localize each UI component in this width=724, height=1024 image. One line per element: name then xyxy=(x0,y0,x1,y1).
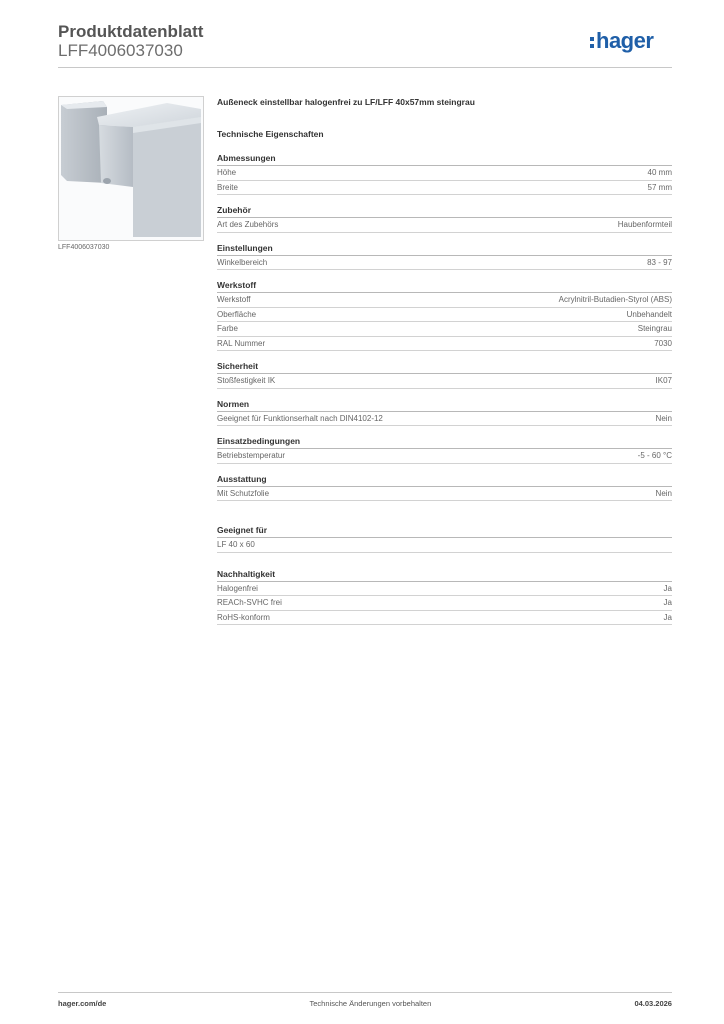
technical-properties-heading: Technische Eigenschaften xyxy=(217,129,324,139)
table-row xyxy=(217,218,672,233)
section-safety xyxy=(217,361,672,389)
section-title: Werkstoff xyxy=(217,280,672,293)
row-label: Werkstoff xyxy=(217,295,251,304)
row-label: RoHS-konform xyxy=(217,612,270,622)
product-details xyxy=(217,97,672,635)
section-title: Normen xyxy=(217,399,672,412)
row-label: REACh-SVHC frei xyxy=(217,598,282,607)
section-standards xyxy=(217,399,672,427)
footer-website: hager.com/de xyxy=(58,999,107,1008)
table-row xyxy=(217,337,672,352)
footer-notice: Technische Änderungen vorbehalten xyxy=(309,999,432,1008)
table-row xyxy=(217,256,672,271)
row-value: -5 - 60 °C xyxy=(637,451,672,460)
section-title: Ausstattung xyxy=(217,474,672,487)
section-dimensions xyxy=(217,153,672,195)
table-row xyxy=(217,538,672,553)
table-row xyxy=(217,611,672,626)
row-label: LF 40 x 60 xyxy=(217,540,255,549)
row-value: Steingrau xyxy=(637,324,672,333)
row-label: Betriebstemperatur xyxy=(217,451,286,460)
section-title: Zubehör xyxy=(217,205,672,218)
row-value: 7030 xyxy=(654,338,672,348)
section-title: Sicherheit xyxy=(217,361,672,374)
product-name: Außeneck einstellbar halogenfrei zu LF/LFF 40x57mm steingrau xyxy=(217,97,475,107)
row-value: Nein xyxy=(655,413,672,423)
row-label: Höhe xyxy=(217,168,237,177)
section-suitable-for xyxy=(217,525,672,553)
image-caption: LFF4006037030 xyxy=(58,244,110,251)
row-value: Ja xyxy=(663,612,672,622)
section-accessories xyxy=(217,205,672,233)
row-label: Breite xyxy=(217,182,238,192)
row-value: Acrylnitril-Butadien-Styrol (ABS) xyxy=(558,295,672,304)
row-label: Art des Zubehörs xyxy=(217,220,279,229)
section-operating-conditions xyxy=(217,436,672,464)
table-row xyxy=(217,308,672,323)
table-row xyxy=(217,374,672,389)
table-row xyxy=(217,449,672,464)
row-value: Unbehandelt xyxy=(626,309,672,319)
table-row xyxy=(217,487,672,502)
section-equipment xyxy=(217,474,672,502)
row-value: 57 mm xyxy=(647,182,672,192)
section-title: Geeignet für xyxy=(217,525,672,538)
row-value: 40 mm xyxy=(647,168,672,177)
hager-logo xyxy=(590,28,672,54)
page-footer xyxy=(58,992,672,1008)
row-value: Haubenformteil xyxy=(617,220,672,229)
row-label: Stoßfestigkeit IK xyxy=(217,376,276,385)
row-value: 83 - 97 xyxy=(647,257,672,267)
table-row xyxy=(217,412,672,427)
row-label: Mit Schutzfolie xyxy=(217,488,270,498)
section-title: Nachhaltigkeit xyxy=(217,569,672,582)
row-value: Ja xyxy=(663,598,672,607)
table-row xyxy=(217,293,672,308)
section-sustainability xyxy=(217,569,672,626)
product-image xyxy=(58,96,204,241)
product-code: LFF4006037030 xyxy=(58,41,183,60)
row-label: Winkelbereich xyxy=(217,257,268,267)
row-value: Nein xyxy=(655,488,672,498)
table-row xyxy=(217,166,672,181)
section-title: Einstellungen xyxy=(217,243,672,256)
header-divider xyxy=(58,67,672,68)
row-label: Farbe xyxy=(217,324,238,333)
page-header xyxy=(58,22,672,60)
row-value: Ja xyxy=(663,583,672,593)
footer-date: 04.03.2026 xyxy=(634,999,672,1008)
section-material xyxy=(217,280,672,351)
product-illustration xyxy=(59,97,203,240)
logo-text: hager xyxy=(596,28,654,53)
table-row xyxy=(217,582,672,597)
document-title: Produktdatenblatt xyxy=(58,22,204,41)
table-row xyxy=(217,181,672,196)
row-value: IK07 xyxy=(655,376,672,385)
section-title: Abmessungen xyxy=(217,153,672,166)
section-title: Einsatzbedingungen xyxy=(217,436,672,449)
row-label: Geeignet für Funktionserhalt nach DIN4102-12 xyxy=(217,413,383,423)
row-label: Oberfläche xyxy=(217,309,257,319)
table-row xyxy=(217,322,672,337)
section-settings xyxy=(217,243,672,271)
row-label: Halogenfrei xyxy=(217,583,258,593)
row-label: RAL Nummer xyxy=(217,338,266,348)
table-row xyxy=(217,596,672,611)
